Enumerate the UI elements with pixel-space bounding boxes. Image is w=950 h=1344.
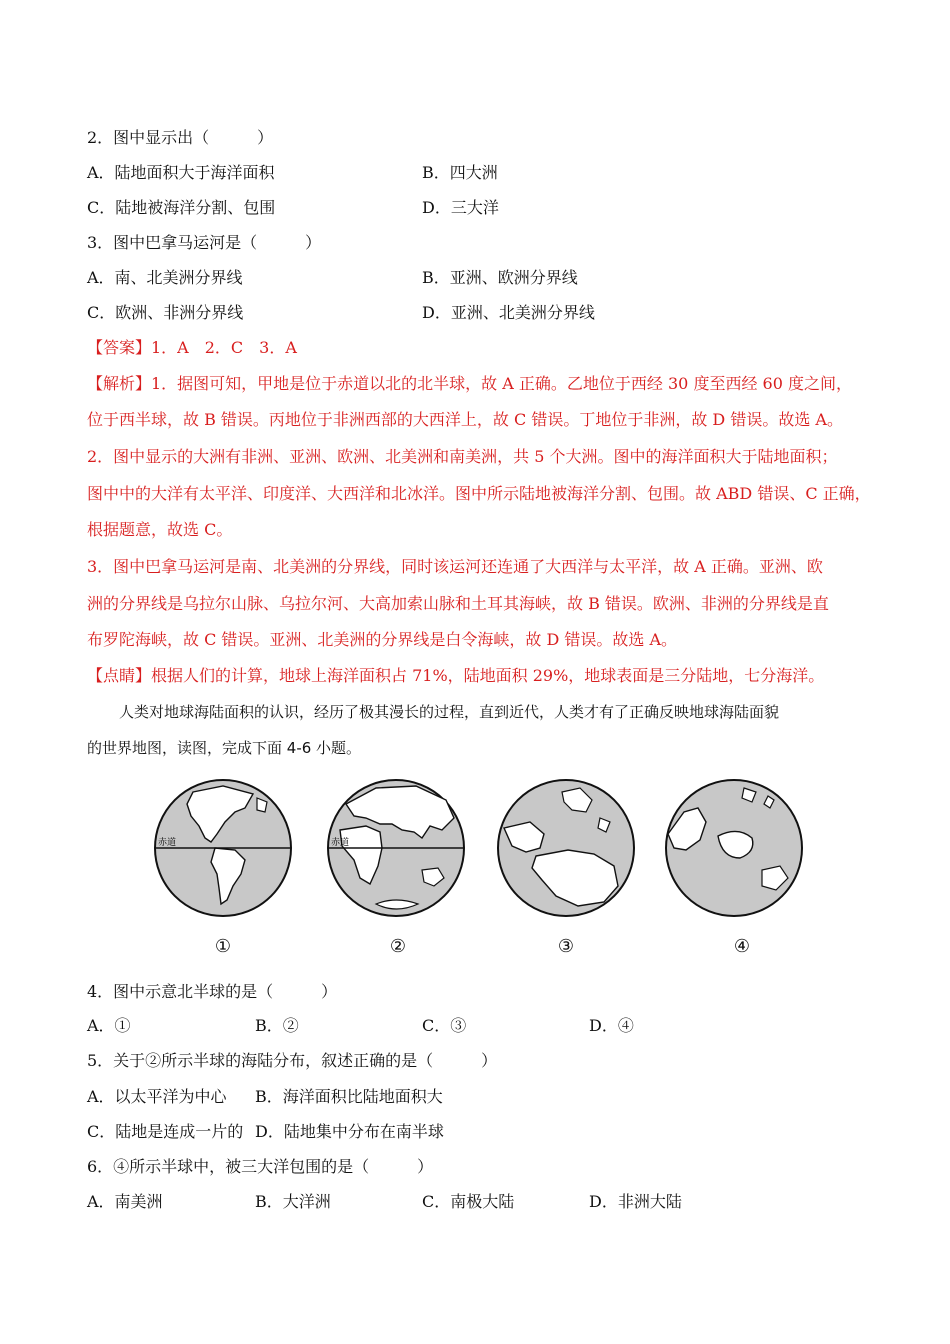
reading-line-1: 人类对地球海陆面积的认识，经历了极其漫长的过程，直到近代，人类才有了正确反映地球海陆面貌 xyxy=(119,703,780,721)
analysis-line-5: 根据题意，故选 C。 xyxy=(87,520,233,539)
question-3-option-a: A．南、北美洲分界线 xyxy=(87,268,243,287)
answer-line: 【答案】1．A 2．C 3．A xyxy=(87,338,297,357)
hemisphere-4-map xyxy=(664,778,804,918)
question-6-stem: 6．④所示半球中，被三大洋包围的是（ ） xyxy=(87,1157,434,1176)
question-3-option-d: D．亚洲、北美洲分界线 xyxy=(422,303,595,322)
question-3-option-c: C．欧洲、非洲分界线 xyxy=(87,303,244,322)
equator-label-1: 赤道 xyxy=(158,838,177,848)
analysis-line-1: 【解析】1．据图可知，甲地是位于赤道以北的北半球，故 A 正确。乙地位于西经 30 度至西经 60 度之间， xyxy=(87,374,852,393)
question-6-option-d: D．非洲大陆 xyxy=(589,1192,682,1211)
question-4-option-b: B．② xyxy=(255,1016,299,1035)
figure-label-4: ④ xyxy=(733,936,751,957)
question-5-option-c: C．陆地是连成一片的 xyxy=(87,1122,244,1141)
question-4-option-d: D．④ xyxy=(589,1016,634,1035)
question-5-stem: 5．关于②所示半球的海陆分布，叙述正确的是（ ） xyxy=(87,1051,498,1070)
question-2-option-c: C．陆地被海洋分割、包围 xyxy=(87,198,276,217)
analysis-line-2: 位于西半球，故 B 错误。丙地位于非洲西部的大西洋上，故 C 错误。丁地位于非洲，故 D 错误。故选 A。 xyxy=(87,410,843,429)
question-4-option-a: A．① xyxy=(87,1016,131,1035)
figure-label-2: ② xyxy=(389,936,407,957)
analysis-line-6: 3．图中巴拿马运河是南、北美洲的分界线，同时该运河还连通了大西洋与太平洋，故 A 正确。亚洲、欧 xyxy=(87,557,823,576)
question-5-option-b: B．海洋面积比陆地面积大 xyxy=(255,1087,443,1106)
question-2-stem: 2．图中显示出（ ） xyxy=(87,128,274,147)
analysis-line-3: 2．图中显示的大洲有非洲、亚洲、欧洲、北美洲和南美洲，共 5 个大洲。图中的海洋面积大于陆地面积； xyxy=(87,447,838,466)
analysis-line-7: 洲的分界线是乌拉尔山脉、乌拉尔河、大高加索山脉和土耳其海峡，故 B 错误。欧洲、非洲的分界线是直 xyxy=(87,594,829,613)
question-3-stem: 3．图中巴拿马运河是（ ） xyxy=(87,233,322,252)
question-4-option-c: C．③ xyxy=(422,1016,467,1035)
question-3-option-b: B．亚洲、欧洲分界线 xyxy=(422,268,578,287)
analysis-line-4: 图中中的大洋有太平洋、印度洋、大西洋和北冰洋。图中所示陆地被海洋分割、包围。故 ABD 错误、C 正确， xyxy=(87,484,871,503)
question-5-option-d: D．陆地集中分布在南半球 xyxy=(255,1122,444,1141)
hemisphere-2-map xyxy=(326,778,466,918)
question-6-option-a: A．南美洲 xyxy=(87,1192,163,1211)
equator-label-2: 赤道 xyxy=(331,838,350,848)
question-2-option-d: D．三大洋 xyxy=(422,198,499,217)
reading-line-2: 的世界地图，读图，完成下面 4-6 小题。 xyxy=(87,739,362,757)
question-2-option-a: A．陆地面积大于海洋面积 xyxy=(87,163,275,182)
question-2-option-b: B．四大洲 xyxy=(422,163,498,182)
question-6-option-c: C．南极大陆 xyxy=(422,1192,515,1211)
question-4-stem: 4．图中示意北半球的是（ ） xyxy=(87,982,338,1001)
figure-label-1: ① xyxy=(214,936,232,957)
hemisphere-1-map xyxy=(153,778,293,918)
question-5-option-a: A．以太平洋为中心 xyxy=(87,1087,227,1106)
tip-line: 【点睛】根据人们的计算，地球上海洋面积占 71%，陆地面积 29%，地球表面是三分陆地，七分海洋。 xyxy=(87,666,825,685)
analysis-line-8: 布罗陀海峡，故 C 错误。亚洲、北美洲的分界线是白令海峡，故 D 错误。故选 A。 xyxy=(87,630,678,649)
figure-label-3: ③ xyxy=(557,936,575,957)
question-6-option-b: B．大洋洲 xyxy=(255,1192,331,1211)
hemisphere-3-map xyxy=(496,778,636,918)
